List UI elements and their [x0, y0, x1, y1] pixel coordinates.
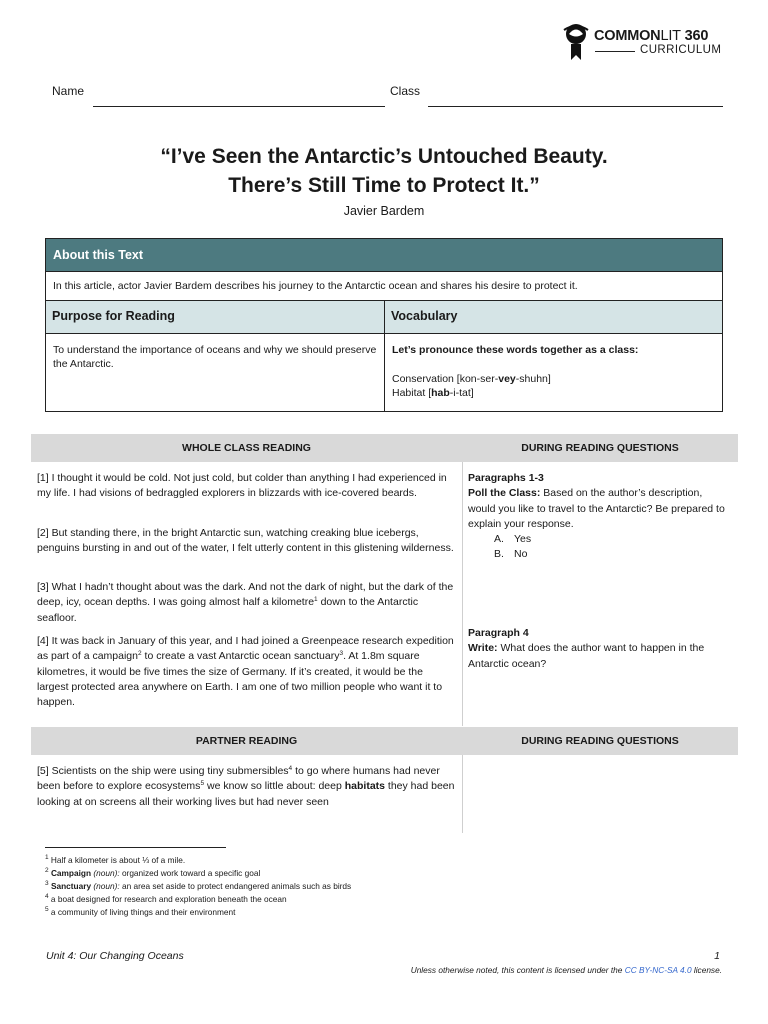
whole-class-reading-header [31, 434, 738, 462]
during-reading-questions-heading-2: DURING READING QUESTIONS [521, 735, 679, 747]
page-number: 1 [714, 950, 720, 962]
purpose-heading: Purpose for Reading [46, 301, 384, 334]
paragraph-1: [1] I thought it would be cold. Not just cold, but colder than anything I had experienced in my life. I had visions of bedraggled explorers in blizzards with ice-covered beards. [37, 472, 447, 500]
paragraph-3: [3] What I hadn’t thought about was the dark. And not the dark of night, but the dark of the deep, icy, ocean depths. I was going almost half a kilometre$^1$ down to the Antarctic seafloor. [37, 581, 454, 624]
logo-divider [595, 51, 635, 52]
poll-option-no[interactable]: B. No [494, 548, 528, 561]
about-heading: About this Text [46, 239, 722, 272]
paragraph-2: [2] But standing there, in the bright Antarctic sun, watching creaking blue icebergs, penguins bursting in and out of the water, I felt utterly content in this glistening wilderness. [37, 527, 454, 555]
article-author: Javier Bardem [343, 204, 425, 218]
purpose-text: To understand the importance of oceans and why we should preserve the Antarctic. [53, 344, 377, 370]
partner-reading-header [31, 727, 738, 755]
vocabulary-heading: Vocabulary [385, 301, 722, 334]
about-text-table [45, 238, 723, 412]
column-divider-2 [462, 755, 463, 833]
footnote-rule [45, 847, 226, 848]
logo-wordmark: COMMONLIT 360 [594, 28, 709, 44]
class-label: Class [390, 84, 421, 98]
article-title [0, 142, 768, 200]
question-2 [468, 626, 730, 672]
footnote-5: $^5$ a community of living things and their environment [45, 906, 236, 917]
footnote-3: $^3$ Sanctuary (noun): an area set aside to protect endangered animals such as birds [45, 880, 352, 891]
footnote-1: $^1$ Half a kilometer is about ⅓ of a mile. [45, 854, 186, 865]
logo-subtitle: CURRICULUM [640, 44, 722, 56]
column-divider [462, 462, 463, 726]
title-line-1: “I’ve Seen the Antarctic’s Untouched Beauty. [160, 145, 608, 168]
question-2-prompt: Write: What does the author want to happen in the Antarctic ocean? [468, 642, 705, 670]
question-1-prompt: Poll the Class: Based on the author’s description, would you like to travel to the Antarctic? Be prepared to explain your response. [468, 487, 725, 530]
whole-class-reading-heading: WHOLE CLASS READING [182, 442, 311, 454]
vocab-word: Habitat [hab-i-tat] [392, 387, 474, 399]
footnote-4: $^4$ a boat designed for research and exploration beneath the ocean [45, 893, 287, 904]
question-1 [468, 471, 730, 563]
partner-reading-heading: PARTNER READING [195, 735, 298, 747]
name-label: Name [52, 84, 85, 98]
vocabulary-content [385, 334, 722, 411]
vocabulary-intro: Let’s pronounce these words together as a class: [392, 344, 639, 356]
commonlit-logo [562, 22, 732, 62]
question-2-reference: Paragraph 4 [468, 627, 529, 639]
paragraph-4: [4] It was back in January of this year, and I had joined a Greenpeace research expedition as part of a campaign$^2$ to create a vast Antarctic ocean sanctuary$^3$. At 1.8m square kilometres, it would be five times the size of Germany. If it’s created, it would be the largest protected area anywhere on Earth. I am one of two million people who want it to happen. [37, 635, 454, 709]
poll-option-yes[interactable]: A. Yes [494, 533, 532, 546]
about-text: In this article, actor Javier Bardem describes his journey to the Antarctic ocean and shares his desire to protect it. [46, 272, 722, 301]
question-1-reference: Paragraphs 1-3 [468, 472, 544, 484]
unit-footer: Unit 4: Our Changing Oceans [46, 950, 184, 962]
paragraph-5: [5] Scientists on the ship were using tiny submersibles$^4$ to go where humans had never been before to explore ecosystems$^5$ we know so little about: deep habitats they had been looking at on screens all their working lives but had never seen [37, 765, 455, 808]
class-field[interactable] [428, 106, 723, 107]
commonlit-logo-icon [562, 22, 592, 62]
license-notice: Unless otherwise noted, this content is licensed under the CC BY-NC-SA 4.0 license. [410, 965, 722, 975]
during-reading-questions-heading: DURING READING QUESTIONS [521, 442, 679, 454]
footnote-2: $^2$ Campaign (noun): organized work toward a specific goal [45, 867, 261, 878]
title-line-2: There’s Still Time to Protect It.” [228, 174, 540, 197]
vocab-word: Conservation [kon-ser-vey-shuhn] [392, 373, 551, 385]
license-link[interactable]: CC BY-NC-SA 4.0 [624, 965, 692, 975]
name-field[interactable] [93, 106, 385, 107]
